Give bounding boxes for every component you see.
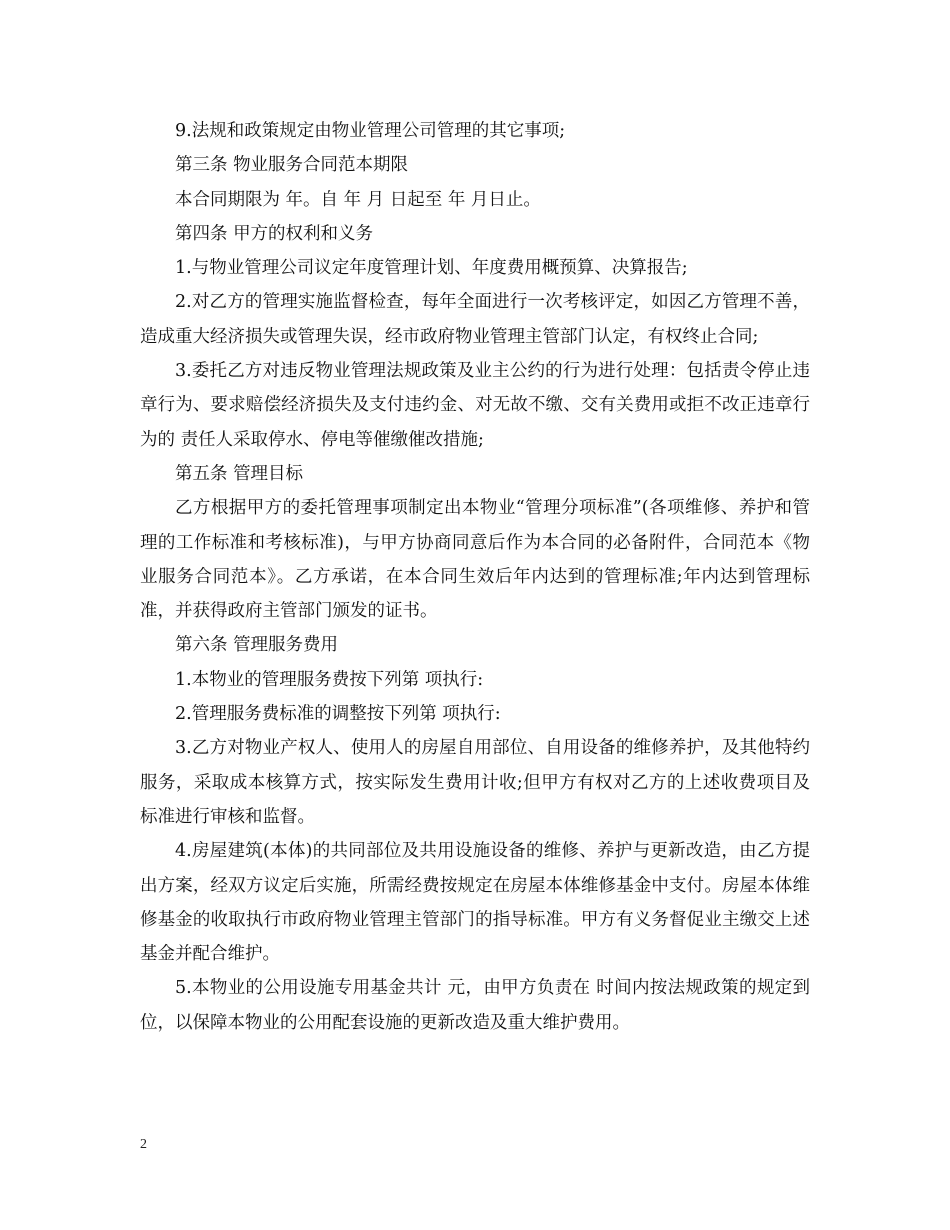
fee-item-1: 1.本物业的管理服务费按下列第 项执行: <box>175 669 484 690</box>
fee-item-3: 3.乙方对物业产权人、使用人的房屋自用部位、自用设备的维修养护，及其他特约服务，采取成本核算方式，按实际发生费用计收;但甲方有权对乙方的上述收费项目及标准进行审核和监督。 <box>140 738 810 827</box>
article-5-heading: 第五条 管理目标 <box>175 463 304 484</box>
management-goal-text: 乙方根据甲方的委托管理事项制定出本物业“管理分项标准”(各项维修、养护和管理的工作标准和考核标准)，与甲方协商同意后作为本合同的必备附件，合同范本《物业服务合同范本》。乙方承诺，在本合同生效后年内达到的管理标准;年内达到管理标准，并获得政府主管部门颁发的证书。 <box>140 498 810 622</box>
article-3-heading: 第三条 物业服务合同范本期限 <box>175 155 409 176</box>
party-a-item-2: 2.对乙方的管理实施监督检查，每年全面进行一次考核评定，如因乙方管理不善，造成重大经济损失或管理失误，经市政府物业管理主管部门认定，有权终止合同; <box>140 292 810 347</box>
contract-term-text: 本合同期限为 年。自 年 月 日起至 年 月日止。 <box>175 189 541 210</box>
document-body <box>140 114 810 1040</box>
page-number: 2 <box>140 1137 147 1152</box>
fee-item-5: 5.本物业的公用设施专用基金共计 元，由甲方负责在 时间内按法规政策的规定到位，以保障本物业的公用配套设施的更新改造及重大维护费用。 <box>140 978 810 1033</box>
fee-item-4: 4.房屋建筑(本体)的共同部位及共用设施设备的维修、养护与更新改造，由乙方提出方案，经双方议定后实施，所需经费按规定在房屋本体维修基金中支付。房屋本体维修基金的收取执行市政府物业管理主管部门的指导标准。甲方有义务督促业主缴交上述基金并配合维护。 <box>140 841 810 965</box>
article-4-heading: 第四条 甲方的权利和义务 <box>175 223 374 244</box>
fee-item-2: 2.管理服务费标准的调整按下列第 项执行: <box>175 704 501 725</box>
party-a-item-3: 3.委托乙方对违反物业管理法规政策及业主公约的行为进行处理：包括责令停止违章行为、要求赔偿经济损失及支付违约金、对无故不缴、交有关费用或拒不改正违章行为的 责任人采取停水、停电等催缴催改措施; <box>140 361 810 450</box>
party-a-item-1: 1.与物业管理公司议定年度管理计划、年度费用概预算、决算报告; <box>175 258 688 279</box>
article-6-heading: 第六条 管理服务费用 <box>175 635 339 656</box>
clause-item-9: 9.法规和政策规定由物业管理公司管理的其它事项; <box>175 121 566 141</box>
